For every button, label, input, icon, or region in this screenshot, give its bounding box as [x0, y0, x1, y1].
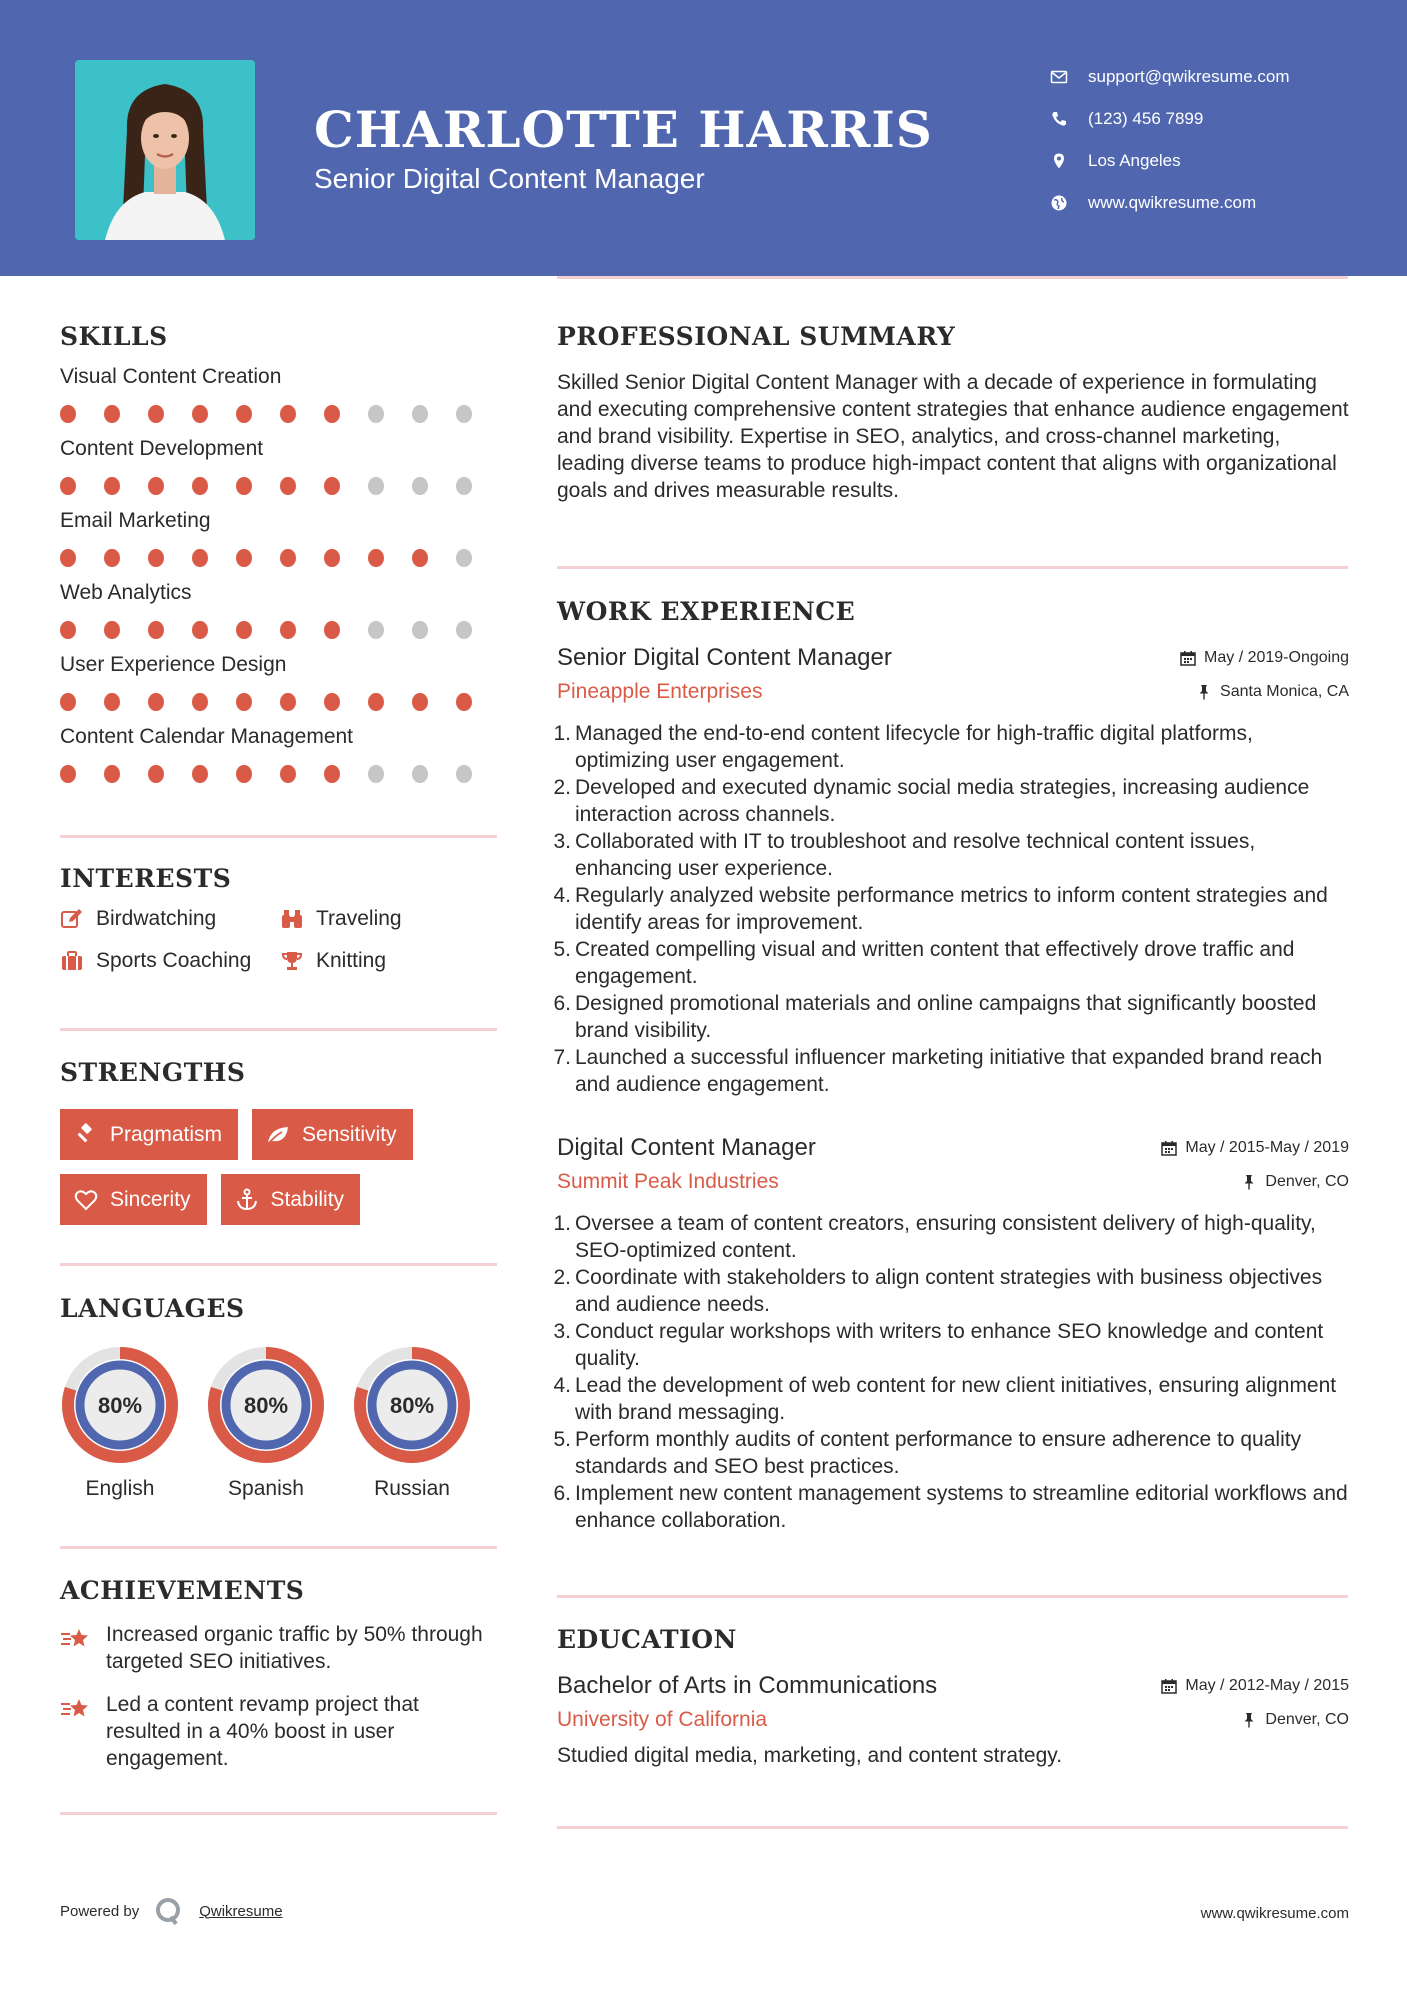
- bullet-number: 3.: [553, 830, 571, 853]
- calendar-icon: [1180, 650, 1196, 666]
- rating-dot-filled: [60, 405, 76, 423]
- rating-dot-empty: [412, 405, 428, 423]
- strengths-heading: STRENGTHS: [60, 1058, 246, 1087]
- divider: [60, 1812, 497, 1815]
- rating-dot-empty: [456, 405, 472, 423]
- achievement-item: [60, 1621, 500, 1675]
- rating-dot-filled: [280, 405, 296, 423]
- rating-dot-filled: [104, 621, 120, 639]
- divider: [60, 1028, 497, 1031]
- responsibility-text: Designed promotional materials and online campaigns that significantly boosted brand visibility.: [575, 992, 1317, 1042]
- education-note: Studied digital media, marketing, and content strategy.: [557, 1744, 1063, 1767]
- job-location: [1241, 1173, 1349, 1191]
- rating-dot-filled: [456, 693, 472, 711]
- summary-heading: PROFESSIONAL SUMMARY: [557, 322, 956, 351]
- strength-chip: [221, 1174, 361, 1225]
- strength-label: Sensitivity: [302, 1122, 397, 1146]
- responsibility-item: [553, 1264, 1349, 1318]
- language-ring-chart: [352, 1345, 472, 1465]
- contact-website[interactable]: [1050, 182, 1380, 224]
- briefcase-icon: [60, 949, 84, 973]
- contact-location: [1050, 140, 1380, 182]
- job-date: [1180, 649, 1349, 667]
- contact-website-text: www.qwikresume.com: [1088, 193, 1257, 212]
- bullet-number: 1.: [553, 722, 571, 745]
- rating-dot-filled: [60, 549, 76, 567]
- language-item: [206, 1345, 352, 1501]
- strength-chip: [252, 1109, 413, 1160]
- rating-dot-filled: [280, 621, 296, 639]
- divider: [557, 1595, 1348, 1598]
- responsibility-item: [553, 882, 1349, 936]
- qwikresume-logo-icon: [153, 1895, 185, 1927]
- rating-dot-filled: [192, 765, 208, 783]
- rating-dot-empty: [412, 765, 428, 783]
- divider: [557, 566, 1348, 569]
- rating-dot-empty: [368, 477, 384, 495]
- degree-title: Bachelor of Arts in Communications: [557, 1672, 938, 1699]
- profile-photo: [75, 60, 255, 240]
- responsibility-item: [553, 720, 1349, 774]
- work-section: [553, 597, 1349, 1534]
- rating-dot-filled: [192, 693, 208, 711]
- summary-text: Skilled Senior Digital Content Manager with a decade of experience in formulating and executing comprehensive content strategies that enhance audience engagement and brand visibility. Expertise in SEO, analytics, and cross-channel marketing, leading diverse teams to produce high-impact content that aligns with organizational goals and drives measurable results.: [557, 371, 1349, 502]
- skill-label: Content Calendar Management: [60, 725, 354, 748]
- responsibility-text: Coordinate with stakeholders to align content strategies with business objectives and audience needs.: [575, 1266, 1323, 1316]
- rating-dot-filled: [60, 765, 76, 783]
- gavel-icon: [74, 1123, 98, 1147]
- rating-dot-filled: [324, 621, 340, 639]
- job-date-text: May / 2015-May / 2019: [1185, 1139, 1349, 1156]
- rating-dot-filled: [236, 477, 252, 495]
- responsibility-item: [553, 1426, 1349, 1480]
- skill-label: User Experience Design: [60, 653, 287, 676]
- pushpin-icon: [1241, 1174, 1257, 1190]
- languages-section: [60, 1294, 500, 1501]
- bullet-number: 5.: [553, 938, 571, 961]
- job-responsibilities: [553, 720, 1349, 1098]
- bullet-number: 3.: [553, 1320, 571, 1343]
- bullet-number: 4.: [553, 884, 571, 907]
- strengths-section: [60, 1058, 500, 1225]
- strength-label: Sincerity: [110, 1187, 191, 1211]
- rating-dot-empty: [456, 477, 472, 495]
- work-heading: WORK EXPERIENCE: [557, 597, 856, 626]
- map-pin-icon: [1050, 152, 1068, 170]
- shooting-star-icon: [60, 1623, 92, 1655]
- contact-email[interactable]: [1050, 56, 1380, 98]
- rating-dot-filled: [60, 693, 76, 711]
- rating-dot-filled: [280, 693, 296, 711]
- responsibility-item: [553, 774, 1349, 828]
- skill-item: [60, 725, 500, 783]
- rating-dot-filled: [236, 621, 252, 639]
- education-date-text: May / 2012-May / 2015: [1185, 1677, 1349, 1694]
- job-title: Digital Content Manager: [557, 1134, 816, 1161]
- rating-dot-filled: [192, 477, 208, 495]
- responsibility-text: Managed the end-to-end content lifecycle for high-traffic digital platforms, optimizing user engagement.: [575, 722, 1253, 772]
- divider: [60, 1263, 497, 1266]
- responsibility-item: [553, 936, 1349, 990]
- divider: [557, 1826, 1348, 1829]
- rating-dot-filled: [368, 693, 384, 711]
- rating-dot-filled: [192, 549, 208, 567]
- rating-dot-filled: [412, 549, 428, 567]
- skill-item: [60, 365, 500, 423]
- language-percent: 80%: [389, 1393, 435, 1418]
- phone-icon: [1050, 110, 1068, 128]
- interest-label: Traveling: [316, 907, 402, 930]
- skill-rating: [60, 621, 500, 639]
- language-ring-chart: [60, 1345, 180, 1465]
- rating-dot-filled: [236, 765, 252, 783]
- responsibility-text: Oversee a team of content creators, ensuring consistent delivery of high-quality, SEO-optimized content.: [575, 1212, 1316, 1262]
- profile-photo-illustration: [75, 60, 255, 240]
- strength-label: Pragmatism: [110, 1122, 223, 1146]
- job-location-text: Denver, CO: [1265, 1173, 1349, 1190]
- rating-dot-empty: [368, 405, 384, 423]
- achievement-item: [60, 1691, 500, 1772]
- rating-dot-empty: [368, 765, 384, 783]
- candidate-title: Senior Digital Content Manager: [314, 163, 705, 194]
- skill-label: Email Marketing: [60, 509, 211, 532]
- responsibility-item: [553, 1210, 1349, 1264]
- rating-dot-filled: [104, 477, 120, 495]
- rating-dot-filled: [236, 549, 252, 567]
- shooting-star-icon: [60, 1693, 92, 1725]
- language-item: [60, 1345, 206, 1501]
- rating-dot-filled: [148, 477, 164, 495]
- job-location: [1196, 683, 1349, 701]
- achievements-heading: ACHIEVEMENTS: [60, 1576, 305, 1605]
- education-heading: EDUCATION: [557, 1625, 737, 1654]
- rating-dot-filled: [148, 621, 164, 639]
- rating-dot-filled: [104, 405, 120, 423]
- skill-rating: [60, 765, 500, 783]
- rating-dot-filled: [104, 765, 120, 783]
- skills-heading: SKILLS: [60, 322, 168, 351]
- skill-rating: [60, 693, 500, 711]
- binoculars-icon: [280, 907, 304, 931]
- heart-icon: [74, 1188, 98, 1212]
- interest-item: [60, 949, 280, 973]
- pushpin-icon: [1196, 684, 1212, 700]
- rating-dot-filled: [148, 405, 164, 423]
- education-location-text: Denver, CO: [1265, 1711, 1349, 1728]
- achievement-text: Increased organic traffic by 50% through targeted SEO initiatives.: [106, 1623, 483, 1673]
- strength-chip: [60, 1174, 207, 1225]
- rating-dot-filled: [280, 549, 296, 567]
- bullet-number: 6.: [553, 992, 571, 1015]
- skills-section: [60, 322, 500, 783]
- interest-label: Sports Coaching: [96, 949, 252, 972]
- responsibility-text: Conduct regular workshops with writers to enhance SEO knowledge and content quality.: [575, 1320, 1324, 1370]
- interest-label: Knitting: [316, 949, 387, 972]
- job-date: [1161, 1139, 1349, 1157]
- rating-dot-empty: [456, 621, 472, 639]
- bullet-number: 7.: [553, 1046, 571, 1069]
- skill-label: Web Analytics: [60, 581, 192, 604]
- language-name: Spanish: [228, 1477, 304, 1500]
- responsibility-item: [553, 1044, 1349, 1098]
- calendar-icon: [1161, 1140, 1177, 1156]
- interests-section: [60, 864, 500, 973]
- rating-dot-filled: [236, 405, 252, 423]
- trophy-icon: [280, 949, 304, 973]
- envelope-icon: [1050, 68, 1068, 86]
- rating-dot-filled: [104, 549, 120, 567]
- divider: [60, 835, 497, 838]
- contact-location-text: Los Angeles: [1088, 151, 1181, 170]
- skill-rating: [60, 549, 500, 567]
- globe-icon: [1050, 194, 1068, 212]
- skill-item: [60, 653, 500, 711]
- rating-dot-filled: [324, 549, 340, 567]
- language-item: [352, 1345, 498, 1501]
- rating-dot-filled: [148, 693, 164, 711]
- job-location-text: Santa Monica, CA: [1220, 683, 1349, 700]
- strength-chip: [60, 1109, 238, 1160]
- education-location: [1241, 1711, 1349, 1729]
- skill-rating: [60, 405, 500, 423]
- education-entry: [557, 1672, 1349, 1768]
- bullet-number: 1.: [553, 1212, 571, 1235]
- divider: [60, 1546, 497, 1549]
- rating-dot-filled: [280, 765, 296, 783]
- contact-email-text: support@qwikresume.com: [1088, 67, 1290, 86]
- powered-by-label: Powered by: [60, 1902, 140, 1920]
- skill-item: [60, 509, 500, 567]
- responsibility-text: Regularly analyzed website performance metrics to inform content strategies and identify areas for improvement.: [575, 884, 1328, 934]
- responsibility-text: Perform monthly audits of content performance to ensure adherence to quality standards and SEO best practices.: [575, 1428, 1302, 1478]
- responsibility-text: Lead the development of web content for new client initiatives, ensuring alignment with brand messaging.: [575, 1374, 1337, 1424]
- bullet-number: 5.: [553, 1428, 571, 1451]
- rating-dot-filled: [280, 477, 296, 495]
- skill-label: Visual Content Creation: [60, 365, 282, 388]
- bullet-number: 2.: [553, 776, 571, 799]
- responsibility-text: Developed and executed dynamic social media strategies, increasing audience interaction across channels.: [575, 776, 1310, 826]
- summary-section: [557, 322, 1349, 504]
- rating-dot-filled: [148, 765, 164, 783]
- interest-label: Birdwatching: [96, 907, 217, 930]
- pushpin-icon: [1241, 1712, 1257, 1728]
- calendar-icon: [1161, 1678, 1177, 1694]
- rating-dot-filled: [192, 621, 208, 639]
- interests-heading: INTERESTS: [60, 864, 232, 893]
- language-name: Russian: [374, 1477, 450, 1500]
- rating-dot-filled: [60, 477, 76, 495]
- languages-heading: LANGUAGES: [60, 1294, 245, 1323]
- divider: [557, 276, 1348, 279]
- rating-dot-filled: [368, 549, 384, 567]
- achievement-text: Led a content revamp project that resulted in a 40% boost in user engagement.: [106, 1693, 419, 1770]
- rating-dot-filled: [324, 693, 340, 711]
- job-entry: [553, 1134, 1349, 1534]
- anchor-icon: [235, 1188, 259, 1212]
- skill-item: [60, 437, 500, 495]
- responsibility-text: Collaborated with IT to troubleshoot and resolve technical content issues, enhancing user experience.: [575, 830, 1256, 880]
- language-percent: 80%: [243, 1393, 289, 1418]
- leaf-icon: [266, 1123, 290, 1147]
- skill-label: Content Development: [60, 437, 264, 460]
- contact-phone[interactable]: [1050, 98, 1380, 140]
- rating-dot-empty: [412, 621, 428, 639]
- contact-list: [1050, 56, 1380, 224]
- responsibility-item: [553, 1318, 1349, 1372]
- footer-powered-by: [60, 1895, 283, 1927]
- rating-dot-filled: [104, 693, 120, 711]
- bullet-number: 4.: [553, 1374, 571, 1397]
- rating-dot-filled: [324, 405, 340, 423]
- responsibility-item: [553, 1372, 1349, 1426]
- contact-phone-text: (123) 456 7899: [1088, 109, 1204, 128]
- responsibility-text: Created compelling visual and written content that effectively drove traffic and engagement.: [575, 938, 1295, 988]
- rating-dot-empty: [412, 477, 428, 495]
- rating-dot-empty: [368, 621, 384, 639]
- rating-dot-filled: [236, 693, 252, 711]
- job-title: Senior Digital Content Manager: [557, 644, 892, 671]
- responsibility-text: Implement new content management systems to streamline editorial workflows and enhance collaboration.: [575, 1482, 1348, 1532]
- bullet-number: 6.: [553, 1482, 571, 1505]
- responsibility-item: [553, 1480, 1349, 1534]
- rating-dot-filled: [148, 549, 164, 567]
- language-name: English: [85, 1477, 155, 1500]
- company-name: Summit Peak Industries: [557, 1170, 779, 1193]
- responsibility-text: Launched a successful influencer marketing initiative that expanded brand reach and audience engagement.: [575, 1046, 1323, 1096]
- rating-dot-filled: [60, 621, 76, 639]
- language-ring-chart: [206, 1345, 326, 1465]
- skill-item: [60, 581, 500, 639]
- rating-dot-filled: [324, 477, 340, 495]
- interest-item: [280, 907, 480, 931]
- rating-dot-filled: [192, 405, 208, 423]
- rating-dot-filled: [412, 693, 428, 711]
- footer-website[interactable]: www.qwikresume.com: [1200, 1905, 1349, 1922]
- job-responsibilities: [553, 1210, 1349, 1534]
- language-percent: 80%: [97, 1393, 143, 1418]
- rating-dot-filled: [324, 765, 340, 783]
- pencil-square-icon: [60, 907, 84, 931]
- rating-dot-empty: [456, 549, 472, 567]
- job-entry: [553, 644, 1349, 1098]
- school-name: University of California: [557, 1708, 768, 1731]
- interest-item: [280, 949, 480, 973]
- candidate-name: CHARLOTTE HARRIS: [314, 100, 933, 159]
- company-name: Pineapple Enterprises: [557, 680, 763, 703]
- responsibility-item: [553, 828, 1349, 882]
- job-date-text: May / 2019-Ongoing: [1204, 649, 1349, 666]
- strength-label: Stability: [270, 1187, 345, 1211]
- skill-rating: [60, 477, 500, 495]
- rating-dot-empty: [456, 765, 472, 783]
- responsibility-item: [553, 990, 1349, 1044]
- achievements-section: [60, 1576, 500, 1772]
- education-section: [557, 1625, 1349, 1768]
- interest-item: [60, 907, 280, 931]
- education-date: [1161, 1677, 1349, 1695]
- qwikresume-link[interactable]: Qwikresume: [199, 1902, 283, 1920]
- resume-header: [0, 0, 1407, 276]
- bullet-number: 2.: [553, 1266, 571, 1289]
